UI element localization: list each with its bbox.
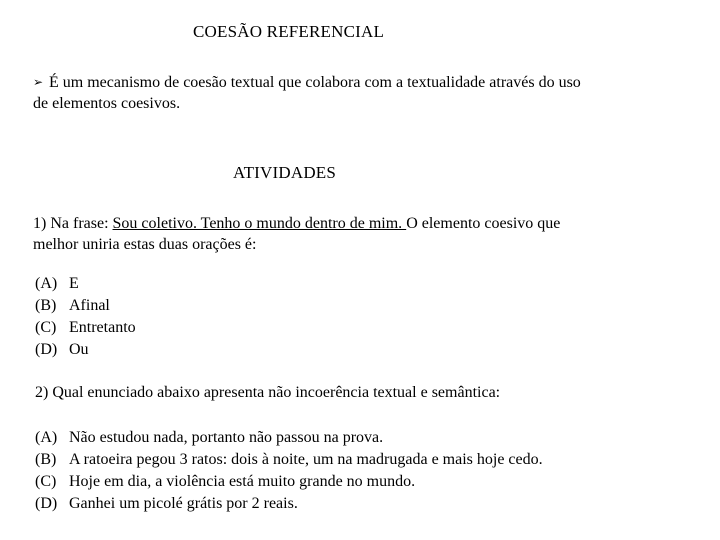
page-title: COESÃO REFERENCIAL [193,22,385,41]
option-c [35,471,543,493]
option-text: Hoje em dia, a violência está muito grande no mundo. [69,473,416,490]
activities-heading: ATIVIDADES [233,163,337,182]
option-letter: (D) [35,341,58,358]
definition-paragraph [33,72,581,114]
option-d [35,493,543,515]
definition-line-2: de elementos coesivos. [33,95,181,112]
question-1-options [35,273,136,361]
question-1-quoted-sentence: Sou coletivo. Tenho o mundo dentro de mim. [112,215,407,232]
option-text: Não estudou nada, portanto não passou na prova. [69,429,384,446]
option-text: A ratoeira pegou 3 ratos: dois à noite, um na madrugada e mais hoje cedo. [69,451,543,468]
question-1 [33,213,560,255]
option-text: Entretanto [69,319,136,336]
option-text: E [69,275,79,292]
option-letter: (B) [35,297,57,314]
option-text: Afinal [69,297,110,314]
option-letter: (A) [35,275,58,292]
option-c [35,317,136,339]
option-letter: (C) [35,473,57,490]
arrow-bullet-icon: ➢ [33,75,44,89]
option-a [35,427,543,449]
option-letter: (D) [35,495,58,512]
question-1-suffix: O elemento coesivo que [406,215,561,232]
option-letter: (C) [35,319,57,336]
option-letter: (A) [35,429,58,446]
definition-line-1: É um mecanismo de coesão textual que colabora com a textualidade através do uso [49,74,581,91]
question-1-prefix: 1) Na frase: [33,215,113,232]
option-a [35,273,136,295]
option-text: Ou [69,341,89,358]
option-b [35,295,136,317]
question-2-options [35,427,543,515]
question-1-line-2: melhor uniria estas duas orações é: [33,236,257,253]
option-letter: (B) [35,451,57,468]
option-d [35,339,136,361]
question-2: 2) Qual enunciado abaixo apresenta não incoerência textual e semântica: [35,384,501,401]
option-text: Ganhei um picolé grátis por 2 reais. [69,495,298,512]
option-b [35,449,543,471]
